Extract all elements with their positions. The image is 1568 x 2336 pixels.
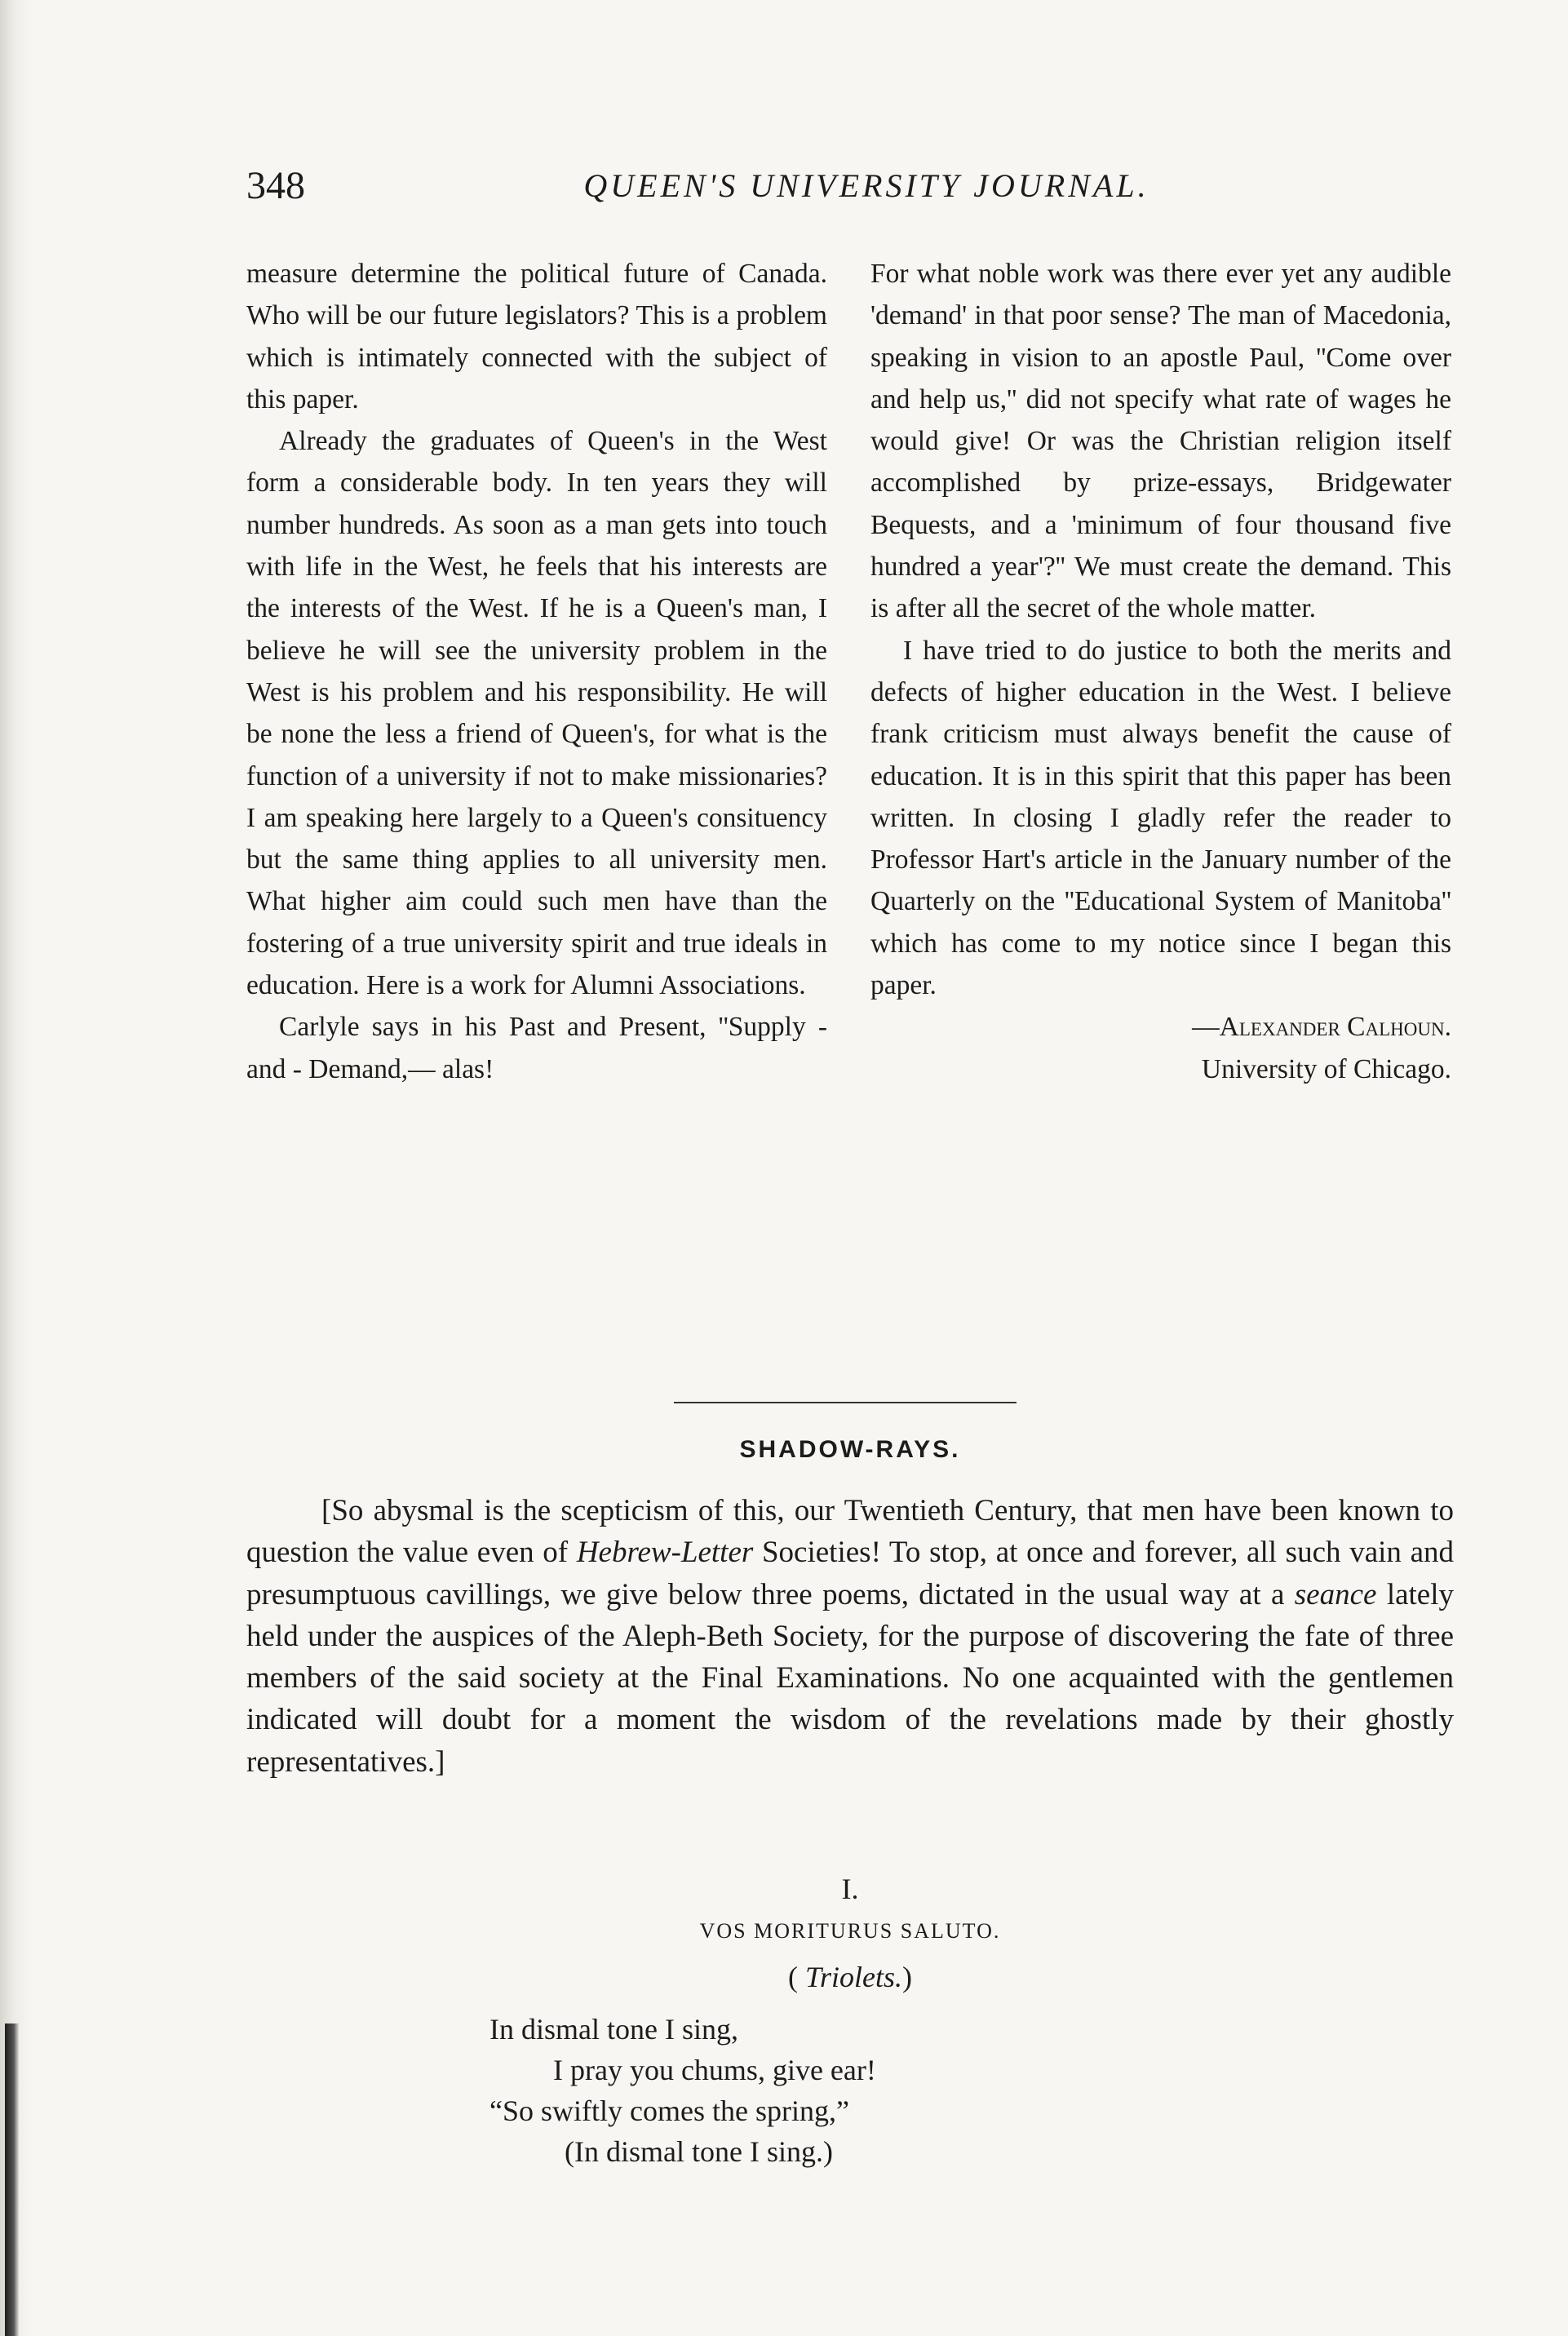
intro-text: lately held under the auspices of the Aleph-Beth Society, for the purpose of discovering the fate of three members of the said society at the Final Examinations. No one acquainted with the gentlemen indicated will doubt for a moment the wisdom of the revelations made by their ghostly representatives.] (246, 1577, 1454, 1779)
poem-stanza (489, 2009, 1142, 2172)
section-title: SHADOW-RAYS. (739, 1436, 961, 1463)
intro-text: [So abysmal is the scepticism of this, our Twentieth Century, that men have been known to question the value even of (246, 1494, 1454, 1570)
article-right-column (870, 253, 1451, 1090)
article-signature (870, 1006, 1451, 1090)
poem-line: In dismal tone I sing, (489, 2013, 738, 2046)
poem-title: VOS MORITURUS SALUTO. (699, 1919, 1001, 1943)
poem-subtitle-close: ) (902, 1961, 913, 1993)
article-paragraph: measure determine the political future of Canada. Who will be our future legislators? This is a problem which is intimately connected with the subject of this paper. (246, 259, 827, 414)
section-divider (674, 1402, 1017, 1403)
section-intro (246, 1490, 1454, 1783)
article-paragraph: For what noble work was there ever yet any audible 'demand' in that poor sense? The man of Macedonia, speaking in vision to an apostle Paul, ''Come over and help us,'' did not specify what rate of wages he would give! Or was the Christian religion itself accomplished by prize-essays, Bridgewater Bequests, and a 'minimum of four thousand five hundred a year'?'' We must create the demand. This is after all the secret of the whole matter. (870, 259, 1451, 624)
intro-emphasis: seance (1294, 1577, 1377, 1611)
scan-margin-shadow (0, 0, 33, 2336)
intro-text: Societies! To stop, at once and forever, all such vain and presumptuous cavillings, we give below three poems, dictated in the usual way at a (246, 1536, 1455, 1611)
article-paragraph: Carlyle says in his Past and Present, ''Supply - and - Demand,— alas! (246, 1012, 827, 1084)
poem-line: “So swiftly comes the spring,” (489, 2094, 849, 2127)
poem-subtitle-text: Triolets. (804, 1961, 903, 1993)
article-left-column (246, 253, 827, 1090)
author-affiliation: University of Chicago. (1201, 1053, 1451, 1084)
poem-number: I. (841, 1873, 859, 1905)
article-paragraph: Already the graduates of Queen's in the West form a considerable body. In ten years they will number hundreds. As soon as a man gets into touch with life in the West, he feels that his interests are the interests of the West. If he is a Queen's man, I believe he will see the university problem in the West is his problem and his responsibility. He will be none the less a friend of Queen's, for what is the function of a university if not to make missionaries? I am speaking here largely to a Queen's consituency but the same thing applies to all university men. What higher aim could such men have than the fostering of a true university spirit and true ideals in education. Here is a work for Alumni Associations. (246, 426, 827, 1001)
page-header (246, 160, 1454, 217)
poem-line: I pray you chums, give ear! (553, 2054, 876, 2086)
poem-line: (In dismal tone I sing.) (565, 2135, 833, 2168)
poem-subtitle-open: ( (787, 1961, 798, 1993)
article-paragraph: I have tried to do justice to both the merits and defects of higher education in the West. I believe frank criticism must always benefit the cause of education. It is in this spirit that this paper has been written. In closing I gladly refer the reader to Professor Hart's article in the January number of the Quarterly on the ''Educational System of Manitoba'' which has come to my notice since I began this paper. (870, 635, 1451, 1001)
page-number: 348 (246, 164, 305, 207)
author-name: —Alexander Calhoun. (1192, 1012, 1451, 1043)
running-title: QUEEN'S UNIVERSITY JOURNAL. (583, 167, 1149, 204)
scan-binding-mark (5, 2023, 20, 2336)
intro-emphasis: Hebrew-Letter (576, 1536, 754, 1570)
poem-subtitle (246, 1957, 1454, 1997)
